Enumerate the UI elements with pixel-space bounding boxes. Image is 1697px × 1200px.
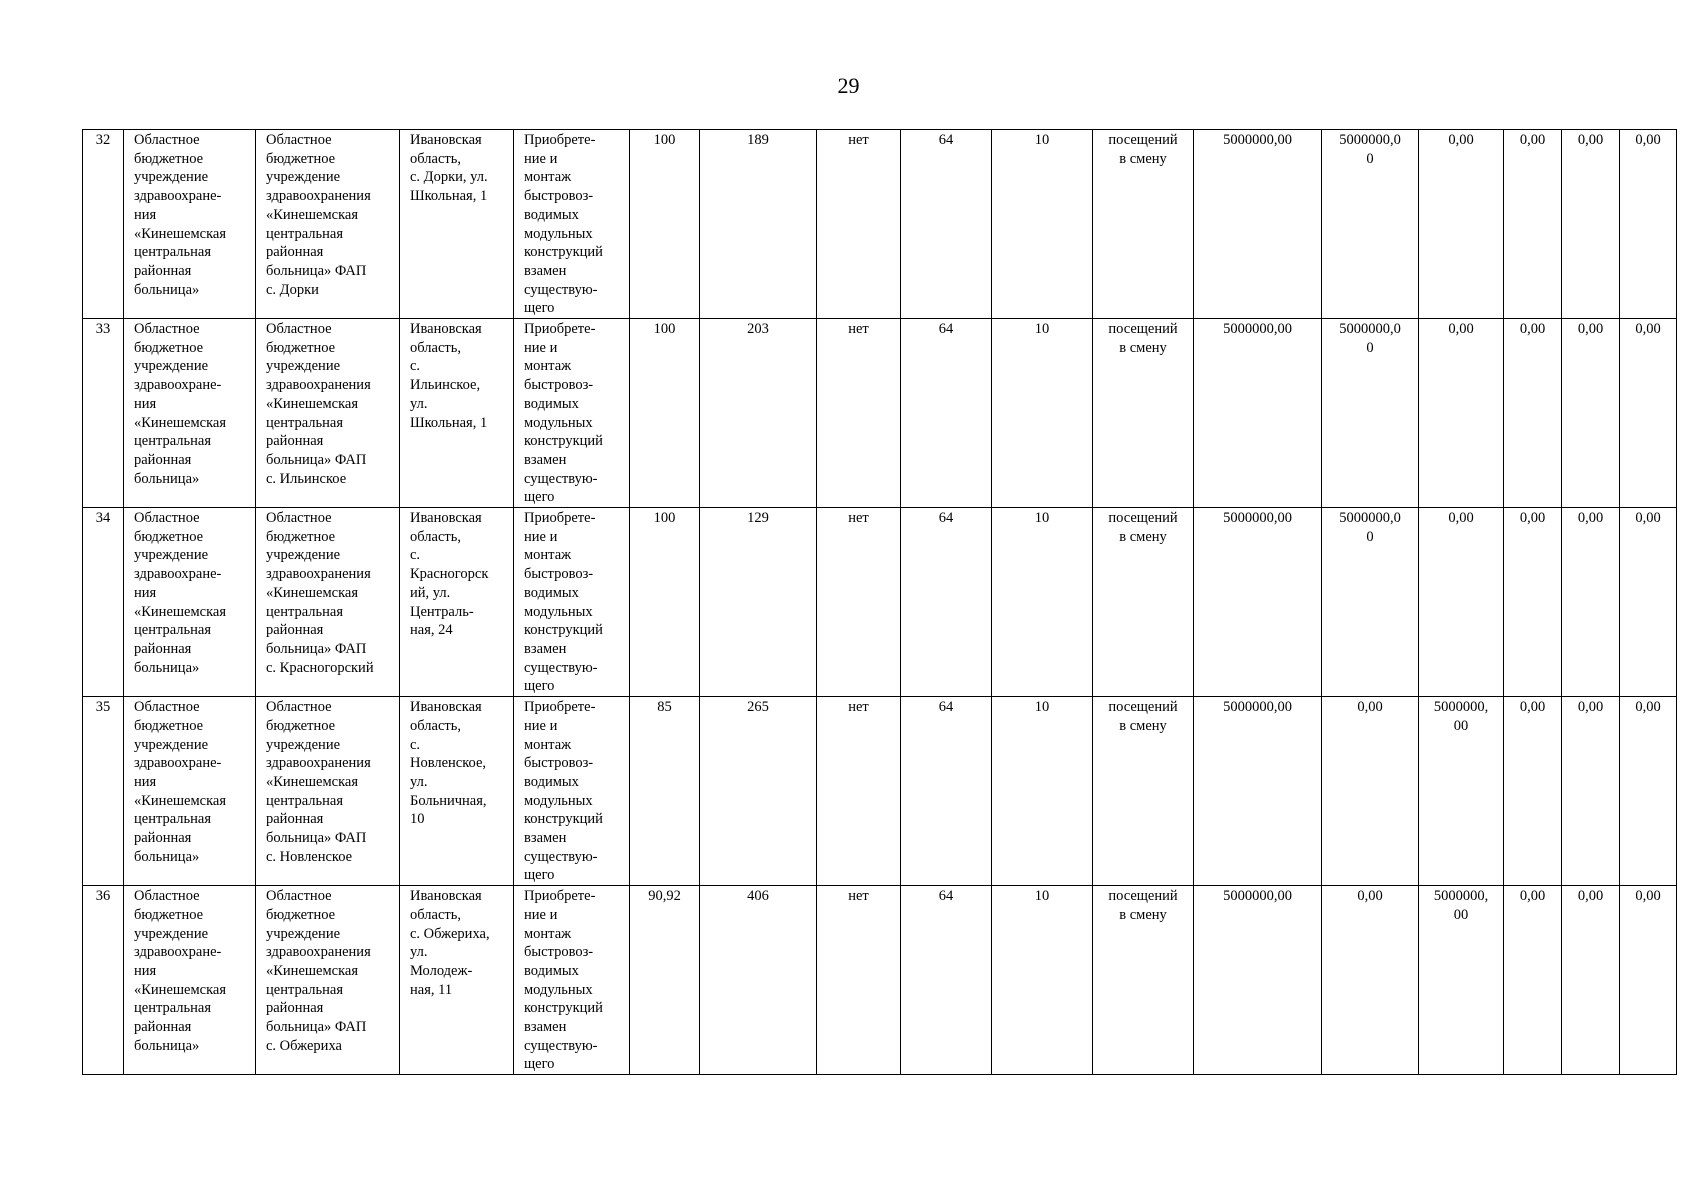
- value-cell-9: 64: [901, 697, 992, 886]
- page-number: 29: [837, 73, 860, 98]
- row-number-cell: 36: [83, 886, 124, 1075]
- table-row: [83, 130, 1677, 319]
- cost-cell-13: 0,00: [1322, 697, 1419, 886]
- work-type-cell: Приобрете- ние и монтаж быстровоз- водимых модульных конструкций взамен существую- щего: [514, 130, 630, 319]
- value-cell-10: 10: [992, 319, 1093, 508]
- cost-cell-17: 0,00: [1620, 886, 1677, 1075]
- value-cell-7: 189: [700, 130, 817, 319]
- work-type-cell: Приобрете- ние и монтаж быстровоз- водимых модульных конструкций взамен существую- щего: [514, 508, 630, 697]
- cost-cell-16: 0,00: [1562, 697, 1620, 886]
- value-cell-9: 64: [901, 130, 992, 319]
- cost-cell-15: 0,00: [1504, 319, 1562, 508]
- cost-cell-15: 0,00: [1504, 130, 1562, 319]
- table-row: [83, 697, 1677, 886]
- address-cell: Ивановская область, с. Красногорск ий, ул. Централь- ная, 24: [400, 508, 514, 697]
- cost-cell-13: 5000000,0 0: [1322, 130, 1419, 319]
- cost-cell-14: 5000000, 00: [1419, 697, 1504, 886]
- organization-cell: Областное бюджетное учреждение здравоохране- ния «Кинешемская центральная районная больница»: [124, 697, 256, 886]
- unit-cell: посещений в смену: [1093, 130, 1194, 319]
- cost-cell-16: 0,00: [1562, 508, 1620, 697]
- total-cost-cell: 5000000,00: [1194, 319, 1322, 508]
- unit-cell: посещений в смену: [1093, 697, 1194, 886]
- value-cell-7: 129: [700, 508, 817, 697]
- cost-cell-14: 5000000, 00: [1419, 886, 1504, 1075]
- address-cell: Ивановская область, с. Ильинское, ул. Школьная, 1: [400, 319, 514, 508]
- organization-cell: Областное бюджетное учреждение здравоохране- ния «Кинешемская центральная районная больница»: [124, 130, 256, 319]
- cost-cell-17: 0,00: [1620, 508, 1677, 697]
- value-cell-6: 100: [630, 319, 700, 508]
- cost-cell-13: 5000000,0 0: [1322, 319, 1419, 508]
- cost-cell-17: 0,00: [1620, 697, 1677, 886]
- organization-cell: Областное бюджетное учреждение здравоохране- ния «Кинешемская центральная районная больница»: [124, 508, 256, 697]
- table-row: [83, 886, 1677, 1075]
- value-cell-9: 64: [901, 886, 992, 1075]
- unit-cell: посещений в смену: [1093, 886, 1194, 1075]
- row-number-cell: 35: [83, 697, 124, 886]
- value-cell-9: 64: [901, 319, 992, 508]
- value-cell-8: нет: [817, 508, 901, 697]
- value-cell-7: 203: [700, 319, 817, 508]
- cost-cell-17: 0,00: [1620, 319, 1677, 508]
- facility-table: [82, 129, 1677, 1075]
- value-cell-10: 10: [992, 697, 1093, 886]
- value-cell-9: 64: [901, 508, 992, 697]
- value-cell-10: 10: [992, 886, 1093, 1075]
- facility-cell: Областное бюджетное учреждение здравоохранения «Кинешемская центральная районная больница» ФАП с. Новленское: [256, 697, 400, 886]
- facility-cell: Областное бюджетное учреждение здравоохранения «Кинешемская центральная районная больница» ФАП с. Дорки: [256, 130, 400, 319]
- cost-cell-14: 0,00: [1419, 508, 1504, 697]
- value-cell-8: нет: [817, 319, 901, 508]
- value-cell-6: 90,92: [630, 886, 700, 1075]
- cost-cell-13: 5000000,0 0: [1322, 508, 1419, 697]
- table-body: [83, 130, 1677, 1075]
- organization-cell: Областное бюджетное учреждение здравоохране- ния «Кинешемская центральная районная больница»: [124, 319, 256, 508]
- total-cost-cell: 5000000,00: [1194, 508, 1322, 697]
- address-cell: Ивановская область, с. Дорки, ул. Школьная, 1: [400, 130, 514, 319]
- table-row: [83, 508, 1677, 697]
- cost-cell-14: 0,00: [1419, 319, 1504, 508]
- value-cell-10: 10: [992, 508, 1093, 697]
- address-cell: Ивановская область, с. Обжериха, ул. Молодеж- ная, 11: [400, 886, 514, 1075]
- unit-cell: посещений в смену: [1093, 319, 1194, 508]
- cost-cell-16: 0,00: [1562, 130, 1620, 319]
- value-cell-8: нет: [817, 130, 901, 319]
- row-number-cell: 33: [83, 319, 124, 508]
- table-row: [83, 319, 1677, 508]
- facility-cell: Областное бюджетное учреждение здравоохранения «Кинешемская центральная районная больница» ФАП с. Обжериха: [256, 886, 400, 1075]
- unit-cell: посещений в смену: [1093, 508, 1194, 697]
- cost-cell-15: 0,00: [1504, 508, 1562, 697]
- value-cell-6: 100: [630, 508, 700, 697]
- value-cell-8: нет: [817, 886, 901, 1075]
- value-cell-6: 100: [630, 130, 700, 319]
- work-type-cell: Приобрете- ние и монтаж быстровоз- водимых модульных конструкций взамен существую- щего: [514, 319, 630, 508]
- cost-cell-15: 0,00: [1504, 886, 1562, 1075]
- value-cell-6: 85: [630, 697, 700, 886]
- cost-cell-15: 0,00: [1504, 697, 1562, 886]
- cost-cell-13: 0,00: [1322, 886, 1419, 1075]
- work-type-cell: Приобрете- ние и монтаж быстровоз- водимых модульных конструкций взамен существую- щего: [514, 697, 630, 886]
- total-cost-cell: 5000000,00: [1194, 697, 1322, 886]
- cost-cell-14: 0,00: [1419, 130, 1504, 319]
- value-cell-7: 265: [700, 697, 817, 886]
- total-cost-cell: 5000000,00: [1194, 886, 1322, 1075]
- total-cost-cell: 5000000,00: [1194, 130, 1322, 319]
- value-cell-8: нет: [817, 697, 901, 886]
- row-number-cell: 34: [83, 508, 124, 697]
- value-cell-10: 10: [992, 130, 1093, 319]
- row-number-cell: 32: [83, 130, 124, 319]
- facility-cell: Областное бюджетное учреждение здравоохранения «Кинешемская центральная районная больница» ФАП с. Красногорский: [256, 508, 400, 697]
- work-type-cell: Приобрете- ние и монтаж быстровоз- водимых модульных конструкций взамен существую- щего: [514, 886, 630, 1075]
- cost-cell-16: 0,00: [1562, 886, 1620, 1075]
- value-cell-7: 406: [700, 886, 817, 1075]
- organization-cell: Областное бюджетное учреждение здравоохране- ния «Кинешемская центральная районная больница»: [124, 886, 256, 1075]
- cost-cell-16: 0,00: [1562, 319, 1620, 508]
- address-cell: Ивановская область, с. Новленское, ул. Больничная, 10: [400, 697, 514, 886]
- facility-cell: Областное бюджетное учреждение здравоохранения «Кинешемская центральная районная больница» ФАП с. Ильинское: [256, 319, 400, 508]
- cost-cell-17: 0,00: [1620, 130, 1677, 319]
